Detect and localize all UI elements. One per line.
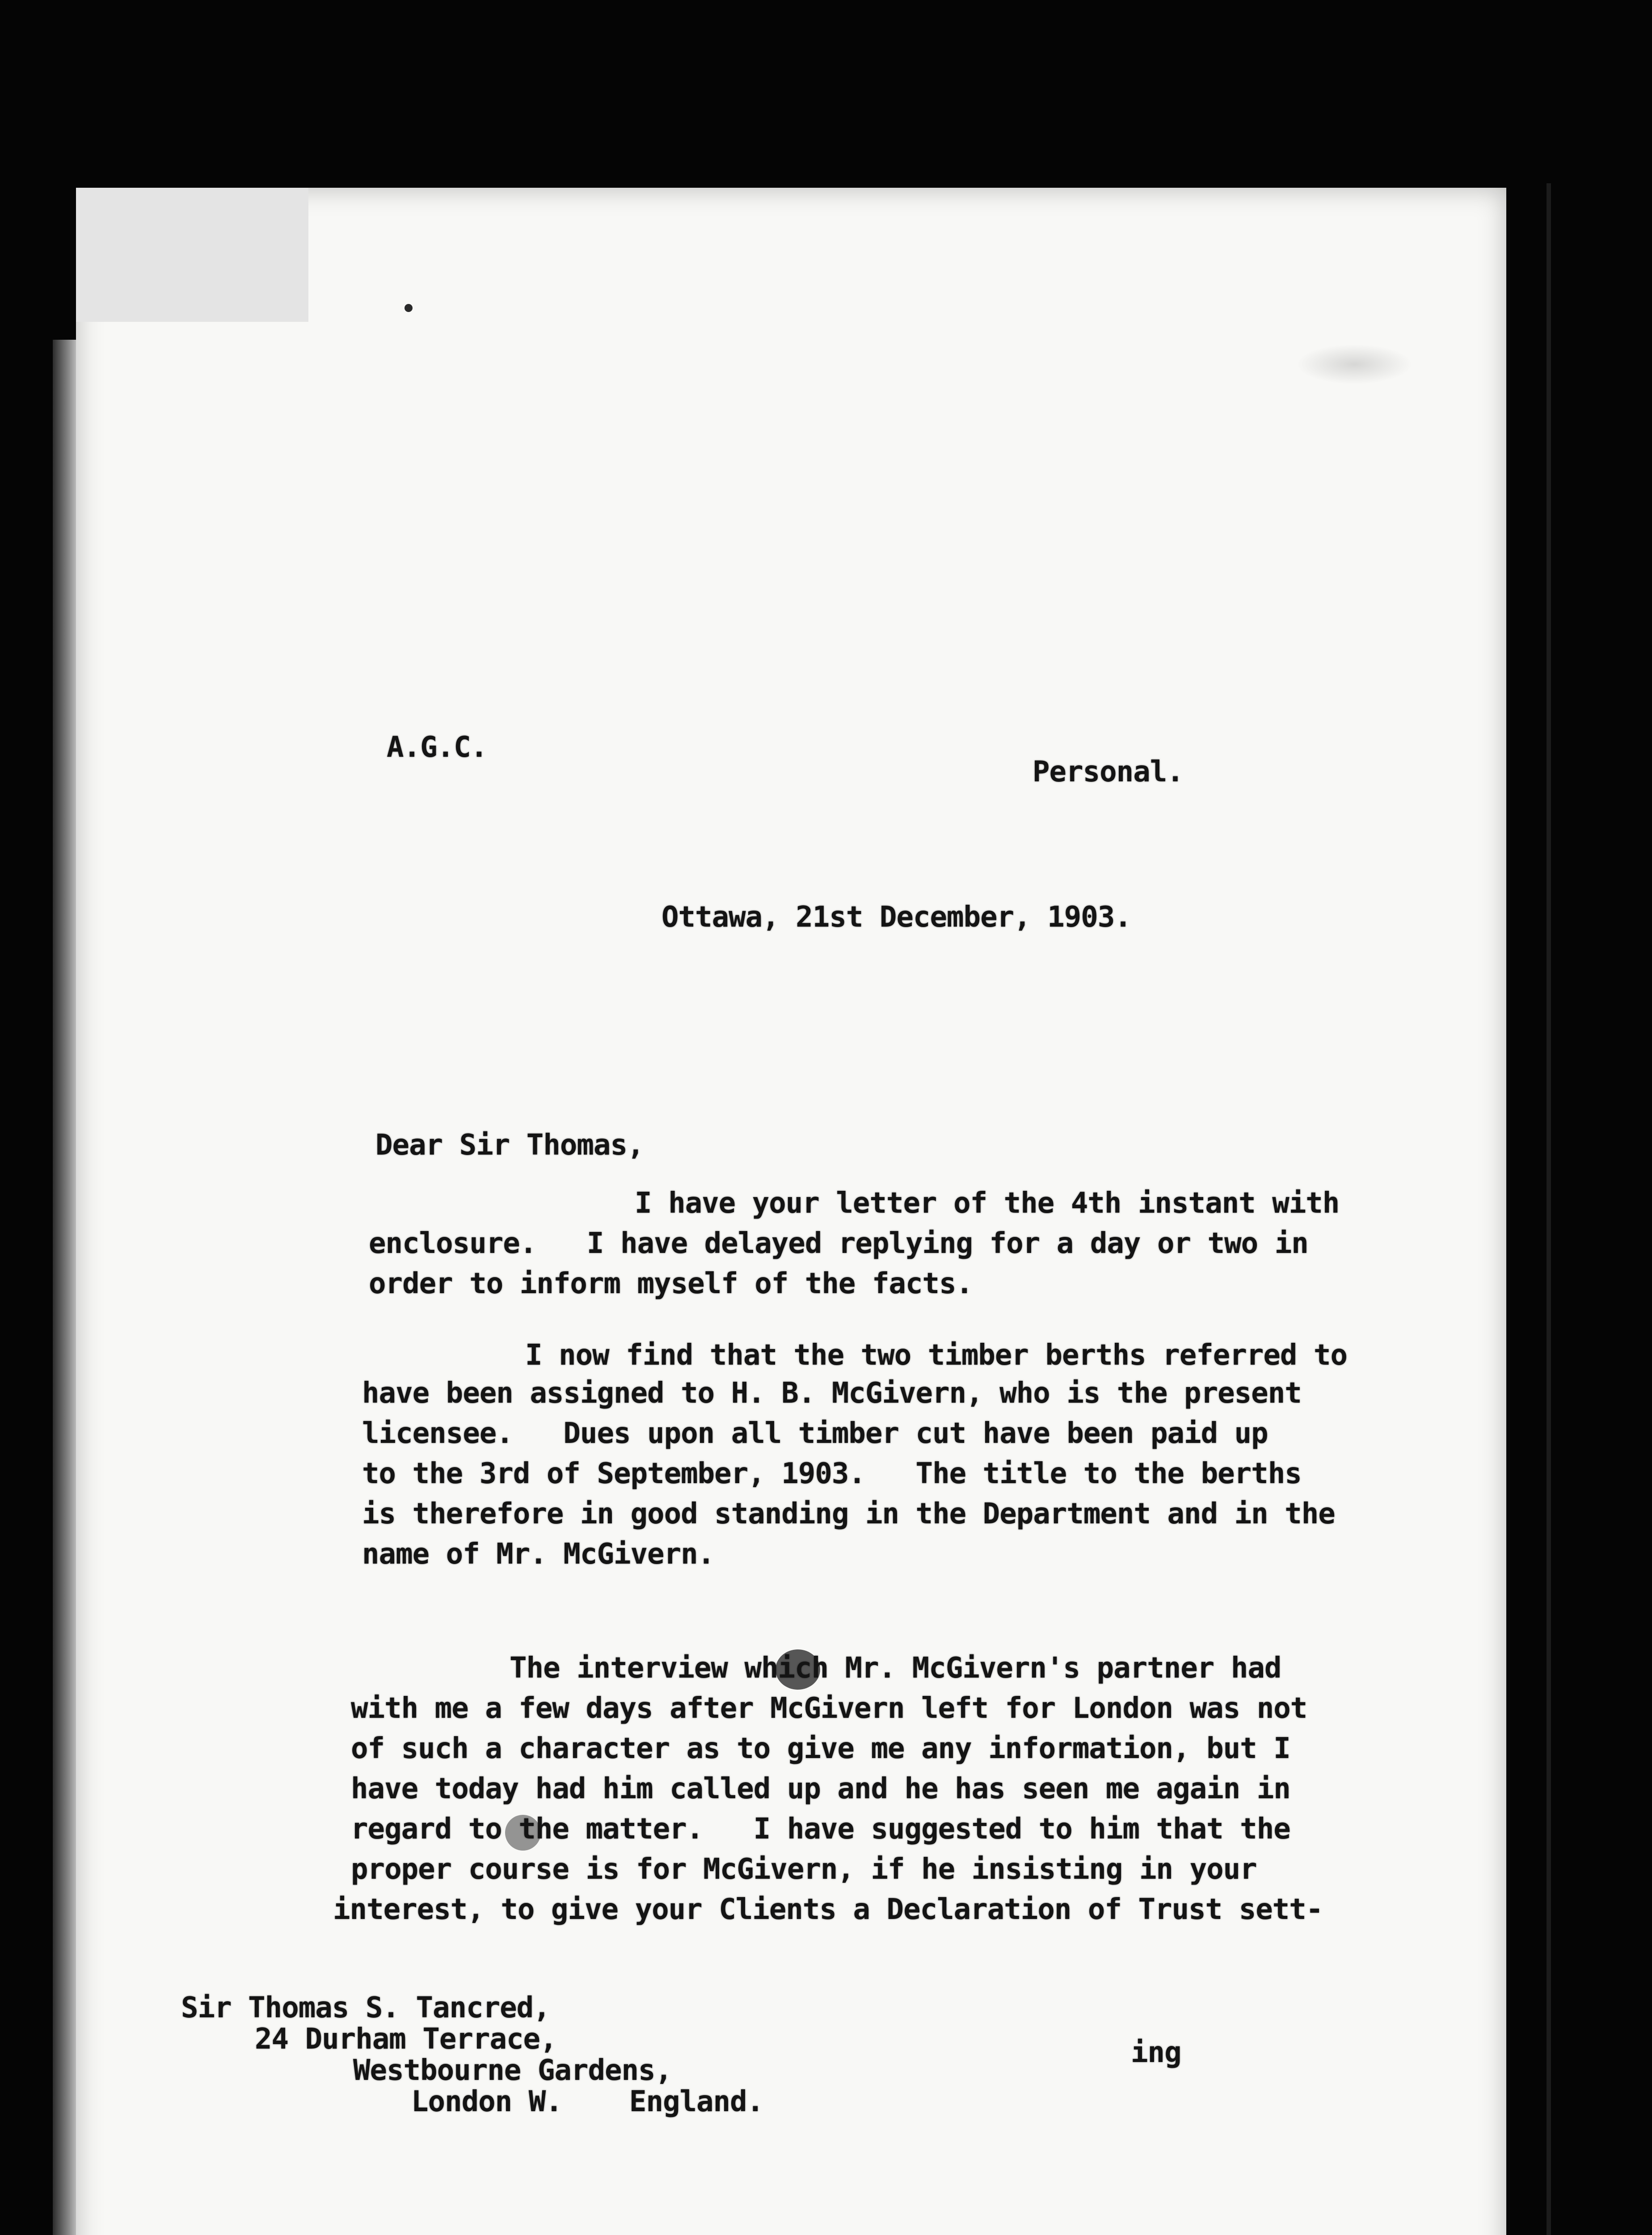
body-line: to the 3rd of September, 1903. The title to the berths (362, 1457, 1302, 1490)
body-line: enclosure. I have delayed replying for a day or two in (369, 1227, 1308, 1260)
folio-number-mark (1296, 344, 1412, 384)
ink-dot (405, 304, 413, 312)
body-line: have today had him called up and he has seen me again in (351, 1772, 1290, 1805)
body-line: interest, to give your Clients a Declaration of Trust sett- (333, 1893, 1323, 1926)
body-line: I now find that the two timber berths referred to (525, 1339, 1348, 1372)
address-line: 24 Durham Terrace, (255, 2023, 557, 2056)
body-line: licensee. Dues upon all timber cut have been paid up (362, 1417, 1268, 1450)
body-line: order to inform myself of the facts. (369, 1267, 973, 1300)
page-tab-shadow (76, 188, 308, 322)
body-line: I have your letter of the 4th instant with (635, 1187, 1340, 1220)
address-line: London W. England. (411, 2085, 764, 2118)
personal-marking: Personal. (1032, 755, 1184, 789)
sender-initials: A.G.C. (387, 731, 488, 764)
body-line: of such a character as to give me any information, but I (351, 1732, 1290, 1765)
body-line: regard to the matter. I have suggested to him that the (351, 1813, 1290, 1846)
dateline: Ottawa, 21st December, 1903. (662, 901, 1131, 934)
body-line: with me a few days after McGivern left for London was not (351, 1692, 1307, 1725)
body-line: name of Mr. McGivern. (362, 1538, 715, 1571)
salutation: Dear Sir Thomas, (375, 1129, 644, 1162)
body-line: is therefore in good standing in the Department and in the (362, 1497, 1335, 1531)
body-line: The interview which Mr. McGivern's partner had (510, 1652, 1281, 1685)
body-line: proper course is for McGivern, if he insisting in your (351, 1853, 1257, 1886)
word-continuation: ing (1131, 2036, 1181, 2069)
page-right-edge (1547, 183, 1551, 2235)
body-line: have been assigned to H. B. McGivern, who is the present (362, 1377, 1302, 1410)
address-line: Westbourne Gardens, (353, 2054, 672, 2087)
addressee-name: Sir Thomas S. Tancred, (181, 1991, 550, 2024)
